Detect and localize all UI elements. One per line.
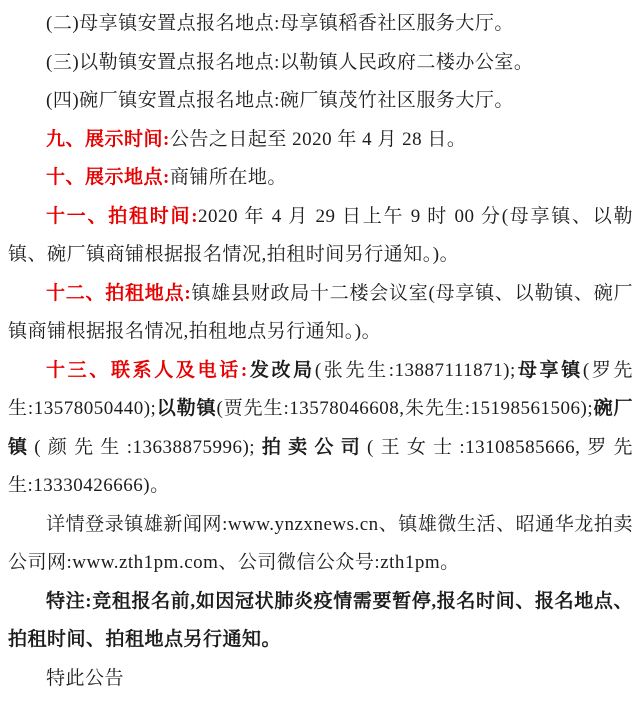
contact-detail: (张先生:13887111871); [314, 359, 516, 381]
contact-org-wanchang: 碗厂镇 [8, 398, 633, 458]
contact-detail: (罗先生:13578050440); [8, 359, 633, 419]
section-heading: 十二、拍租地点: [46, 282, 192, 304]
closing-statement [8, 660, 633, 699]
section-body: 商铺所在地。 [169, 167, 287, 188]
clause-text: (二)母享镇安置点报名地点:母享镇稻香社区服务大厅。 [46, 13, 514, 34]
special-note-text: 特注:竞租报名前,如因冠状肺炎疫情需要暂停,报名时间、报名地点、拍租时间、拍租地点另行通知。 [8, 590, 633, 650]
section-contacts [8, 352, 633, 506]
section-heading: 十一、拍租时间: [46, 205, 199, 227]
clause-item-wanchang [8, 82, 633, 121]
section-auction-time [8, 198, 633, 275]
contact-detail: (王女士:13108585666,罗先生:13330426666)。 [8, 436, 633, 496]
contact-org-auction-company: 拍卖公司 [255, 436, 367, 458]
clause-text: (三)以勒镇安置点报名地点:以勒镇人民政府二楼办公室。 [46, 51, 534, 73]
contact-org-yile: 以勒镇 [156, 398, 217, 419]
websites-text: 详情登录镇雄新闻网:www.ynzxnews.cn、镇雄微生活、昭通华龙拍卖公司网:www.zth1pm.com、公司微信公众号:zth1pm。 [8, 513, 633, 573]
clause-item-yile [8, 44, 633, 83]
contact-detail: (颜先生:13638875996); [34, 436, 256, 458]
special-note [8, 583, 633, 660]
contact-org-muxiang: 母享镇 [515, 359, 583, 381]
section-display-time [8, 121, 633, 160]
clause-item-muxiang [8, 5, 633, 44]
section-auction-place [8, 275, 633, 352]
contact-org-fagaiju: 发改局 [247, 359, 315, 381]
section-body: 2020 年 4 月 29 日上午 9 时 00 分(母享镇、以勒镇、碗厂镇商铺根据报名情况,拍租时间另行通知。)。 [8, 205, 634, 265]
section-heading: 十三、联系人及电话: [46, 359, 248, 381]
section-display-place [8, 159, 633, 198]
section-heading: 九、展示时间: [46, 128, 170, 150]
clause-text: (四)碗厂镇安置点报名地点:碗厂镇茂竹社区服务大厅。 [46, 90, 514, 111]
contact-detail: (贾先生:13578046608,朱先生:15198561506); [216, 398, 594, 419]
closing-text: 特此公告 [46, 667, 125, 689]
section-body: 公告之日起至 2020 年 4 月 28 日。 [169, 128, 467, 150]
section-heading: 十、展示地点: [46, 167, 170, 188]
section-body: 镇雄县财政局十二楼会议室(母享镇、以勒镇、碗厂镇商铺根据报名情况,拍租地点另行通知。)。 [8, 282, 633, 342]
info-websites [8, 506, 633, 583]
